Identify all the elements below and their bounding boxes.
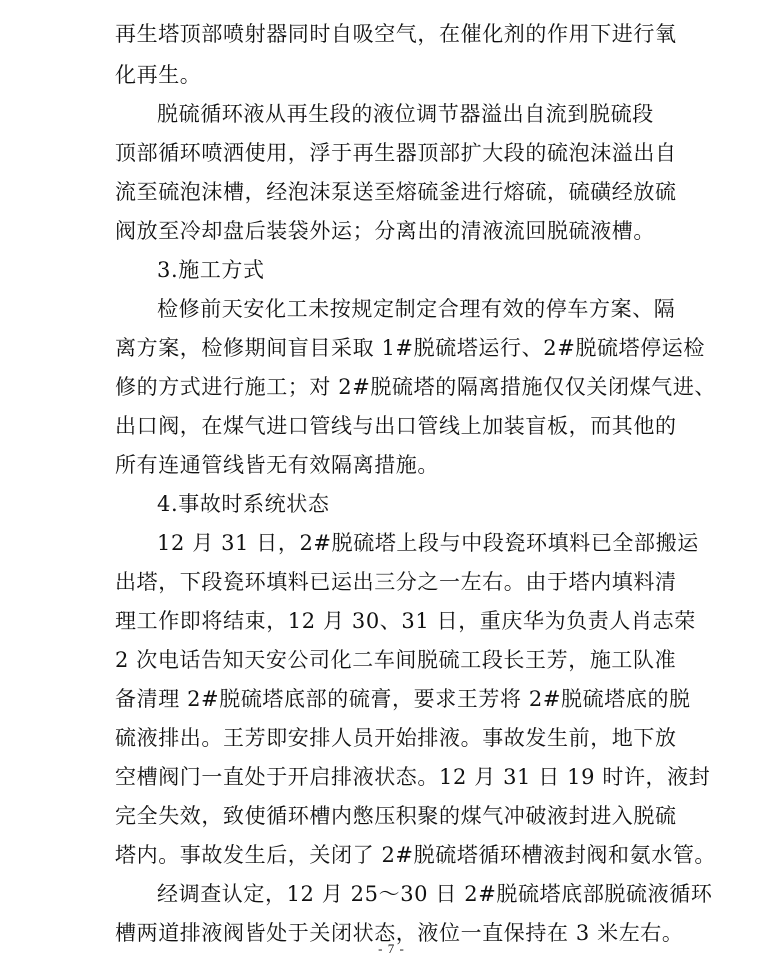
section-heading: 3.施工方式	[157, 258, 265, 282]
text-line: 硫液排出。王芳即安排人员开始排液。事故发生前，地下放	[115, 726, 677, 750]
text-line: 出口阀，在煤气进口管线与出口管线上加装盲板，而其他的	[115, 414, 677, 438]
text-line: 12 月 31 日，2#脱硫塔上段与中段瓷环填料已全部搬运	[157, 531, 699, 555]
text-line: 流至硫泡沫槽，经泡沫泵送至熔硫釜进行熔硫，硫磺经放硫	[115, 180, 677, 204]
text-line: 离方案，检修期间盲目采取 1#脱硫塔运行、2#脱硫塔停运检	[115, 336, 705, 360]
text-line: 完全失效，致使循环槽内憋压积聚的煤气冲破液封进入脱硫	[115, 804, 677, 828]
page-number: - 7 -	[378, 941, 405, 956]
text-line: 顶部循环喷洒使用，浮于再生器顶部扩大段的硫泡沫溢出自	[115, 141, 677, 165]
text-line: 检修前天安化工未按规定制定合理有效的停车方案、隔	[157, 297, 676, 321]
text-line: 塔内。事故发生后，关闭了 2#脱硫塔循环槽液封阀和氨水管。	[115, 843, 717, 867]
text-line: 再生塔顶部喷射器同时自吸空气，在催化剂的作用下进行氧	[115, 22, 677, 46]
text-line: 所有连通管线皆无有效隔离措施。	[115, 453, 439, 477]
text-line: 化再生。	[115, 63, 202, 87]
section-heading: 4.事故时系统状态	[157, 492, 330, 516]
text-line: 经调查认定，12 月 25～30 日 2#脱硫塔底部脱硫液循环	[157, 882, 713, 906]
text-line: 修的方式进行施工；对 2#脱硫塔的隔离措施仅仅关闭煤气进、	[115, 375, 717, 399]
text-line: 2 次电话告知天安公司化二车间脱硫工段长王芳，施工队准	[115, 648, 677, 672]
text-line: 备清理 2#脱硫塔底部的硫膏，要求王芳将 2#脱硫塔底的脱	[115, 687, 691, 711]
text-line: 槽两道排液阀皆处于关闭状态，液位一直保持在 3 米左右。	[115, 921, 684, 945]
text-line: 脱硫循环液从再生段的液位调节器溢出自流到脱硫段	[157, 102, 654, 126]
text-line: 阀放至冷却盘后装袋外运；分离出的清液流回脱硫液槽。	[115, 219, 655, 243]
text-line: 理工作即将结束，12 月 30、31 日，重庆华为负责人肖志荣	[115, 609, 696, 633]
text-line: 出塔，下段瓷环填料已运出三分之一左右。由于塔内填料清	[115, 570, 677, 594]
text-line: 空槽阀门一直处于开启排液状态。12 月 31 日 19 时许，液封	[115, 765, 711, 789]
